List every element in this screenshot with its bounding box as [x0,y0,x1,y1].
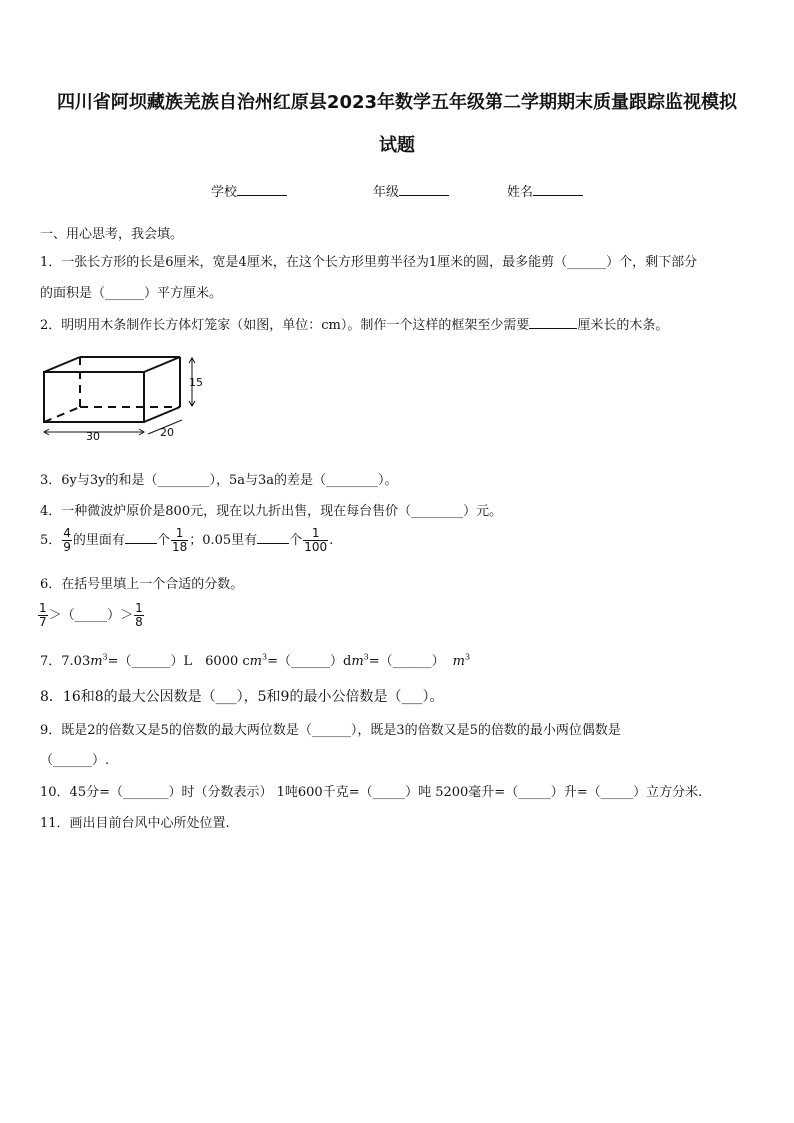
question-10: 10．45分=（_______）时（分数表示） 1吨600千克=（_____）吨 5200毫升=（_____）升=（_____）立方分米. [40,785,703,800]
question-11: 11．画出目前台风中心所处位置. [40,816,230,831]
question-2-blank[interactable] [529,328,577,329]
cuboid-front-face [44,372,144,422]
fraction-1-7: $\frac{1}{7}$ [39,601,47,629]
height-label: 15 [189,376,203,389]
cuboid-edge [144,357,180,372]
section-heading: 一、用心思考，我会填。 [40,227,184,242]
cuboid-edge [144,407,180,422]
question-8: 8．16和8的最大公因数是（___），5和9的最小公倍数是（___）。 [40,689,444,705]
name-label: 姓名 [507,185,534,200]
width-label: 20 [160,426,174,439]
cuboid-figure [38,354,218,446]
question-5: 5． $\frac{4}{9}$ 的里面有 个 $\frac{1}{18}$ ；0.05里有 个 $\frac{1}{100}$ . [40,526,334,554]
fraction-1-8: $\frac{1}{8}$ [135,601,143,629]
question-5-blank-2[interactable] [257,543,289,544]
question-5-blank-1[interactable] [125,543,157,544]
question-2-suffix: 厘米长的木条。 [577,318,669,333]
school-blank[interactable] [237,195,287,196]
cuboid-edge [44,357,80,372]
question-5-number: 5． [40,533,62,548]
school-field [211,181,287,200]
name-field [507,181,583,200]
question-2 [40,314,668,333]
question-4: 4．一种微波炉原价是800元，现在以九折出售，现在每台售价（________）元。 [40,504,503,519]
page-title: 四川省阿坝藏族羌族自治州红原县2023年数学五年级第二学期期末质量跟踪监视模拟 [56,92,738,113]
grade-label: 年级 [373,185,400,200]
fraction-4-9: $\frac{4}{9}$ [63,526,71,554]
question-2-text: 2．明明用木条制作长方体灯笼家（如图，单位：cm）。制作一个这样的框架至少需要 [40,318,530,333]
question-9-line-2: （______）. [40,753,110,768]
fraction-1-18: $\frac{1}{18}$ [171,526,188,554]
question-1-line-1: 1．一张长方形的长是6厘米，宽是4厘米，在这个长方形里剪半径为1厘米的圆，最多能剪（______）个，剩下部分 [40,255,698,270]
cuboid-hidden-edge [44,407,80,422]
fraction-1-100: $\frac{1}{100}$ [304,526,328,554]
question-9-line-1: 9．既是2的倍数又是5的倍数的最大两位数是（______），既是3的倍数又是5的倍数的最小两位偶数是 [40,723,621,738]
question-3: 3．6y与3y的和是（________），5a与3a的差是（________）。 [40,473,398,488]
question-6-expression: $\frac{1}{7}$ ＞（_____）＞ $\frac{1}{8}$ [39,601,143,629]
grade-blank[interactable] [399,195,449,196]
question-1-line-2: 的面积是（______）平方厘米。 [40,286,223,301]
grade-field [373,181,449,200]
question-6: 6．在括号里填上一个合适的分数。 [40,577,244,592]
page-title-line2: 试题 [379,135,415,156]
question-7: 7．$7.03m^3=(\_\_\_\_\_\_)L$ 6000 $cm^3=(\_\_\_\_\_\_)dm^3=(\_\_\_\_\_\_)$ $m^3$ [40,652,471,669]
school-label: 学校 [211,185,238,200]
name-blank[interactable] [533,195,583,196]
length-label: 30 [86,430,100,443]
